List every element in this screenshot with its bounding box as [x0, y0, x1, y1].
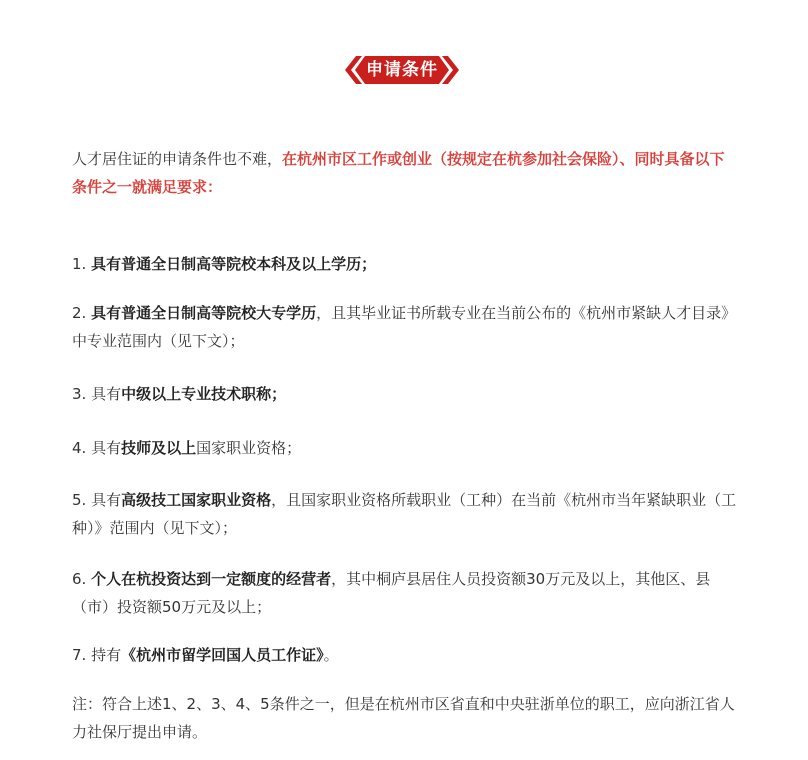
banner-title: 申请条件 — [366, 60, 438, 80]
item-rest: 。 — [323, 646, 339, 664]
list-item — [72, 380, 738, 408]
list-item — [72, 641, 738, 669]
list-item — [72, 250, 738, 278]
item-bold: 具有普通全日制高等院校本科及以上学历； — [91, 255, 377, 273]
intro-paragraph — [72, 145, 738, 201]
item-prefix: 6. — [72, 570, 92, 588]
item-bold: 具有普通全日制高等院校大专学历 — [91, 304, 317, 322]
intro-highlight-text: 在杭州市区工作或创业（按规定在杭参加社会保险）、同时具备以下条件之一就满足要求： — [72, 150, 725, 196]
list-item — [72, 434, 738, 462]
item-rest: ，其中桐庐县居住人员投资额30万元及以上，其他区、县（市）投资额50万元及以上； — [72, 570, 711, 616]
item-prefix: 1. — [72, 255, 92, 273]
note-text: 注：符合上述1、2、3、4、5条件之一，但是在杭州市区省直和中央驻浙单位的职工，应向浙江省人力社保厅提出申请。 — [72, 695, 735, 741]
list-item — [72, 565, 738, 621]
item-prefix: 3. 具有 — [72, 385, 122, 403]
list-item — [72, 486, 738, 542]
item-bold: 中级以上专业技术职称； — [121, 385, 287, 403]
item-rest: ，且国家职业资格所载职业（工种）在当前《杭州市当年紧缺职业（工种）》范围内（见下文）； — [72, 491, 737, 537]
item-prefix: 5. 具有 — [72, 491, 122, 509]
item-bold: 个人在杭投资达到一定额度的经营者 — [91, 570, 332, 588]
item-rest: 国家职业资格； — [196, 439, 302, 457]
list-item — [72, 299, 738, 355]
item-bold: 技师及以上 — [121, 439, 197, 457]
item-bold: 《杭州市留学回国人员工作证》 — [121, 646, 324, 664]
item-prefix: 2. — [72, 304, 92, 322]
item-prefix: 7. 持有 — [72, 646, 122, 664]
item-prefix: 4. 具有 — [72, 439, 122, 457]
item-rest: ，且其毕业证书所载专业在当前公布的《杭州市紧缺人才目录》中专业范围内（见下文）； — [72, 304, 737, 350]
note-paragraph — [72, 690, 738, 746]
section-banner — [339, 50, 465, 90]
intro-normal-text: 人才居住证的申请条件也不难， — [72, 150, 283, 168]
item-bold: 高级技工国家职业资格 — [121, 491, 272, 509]
